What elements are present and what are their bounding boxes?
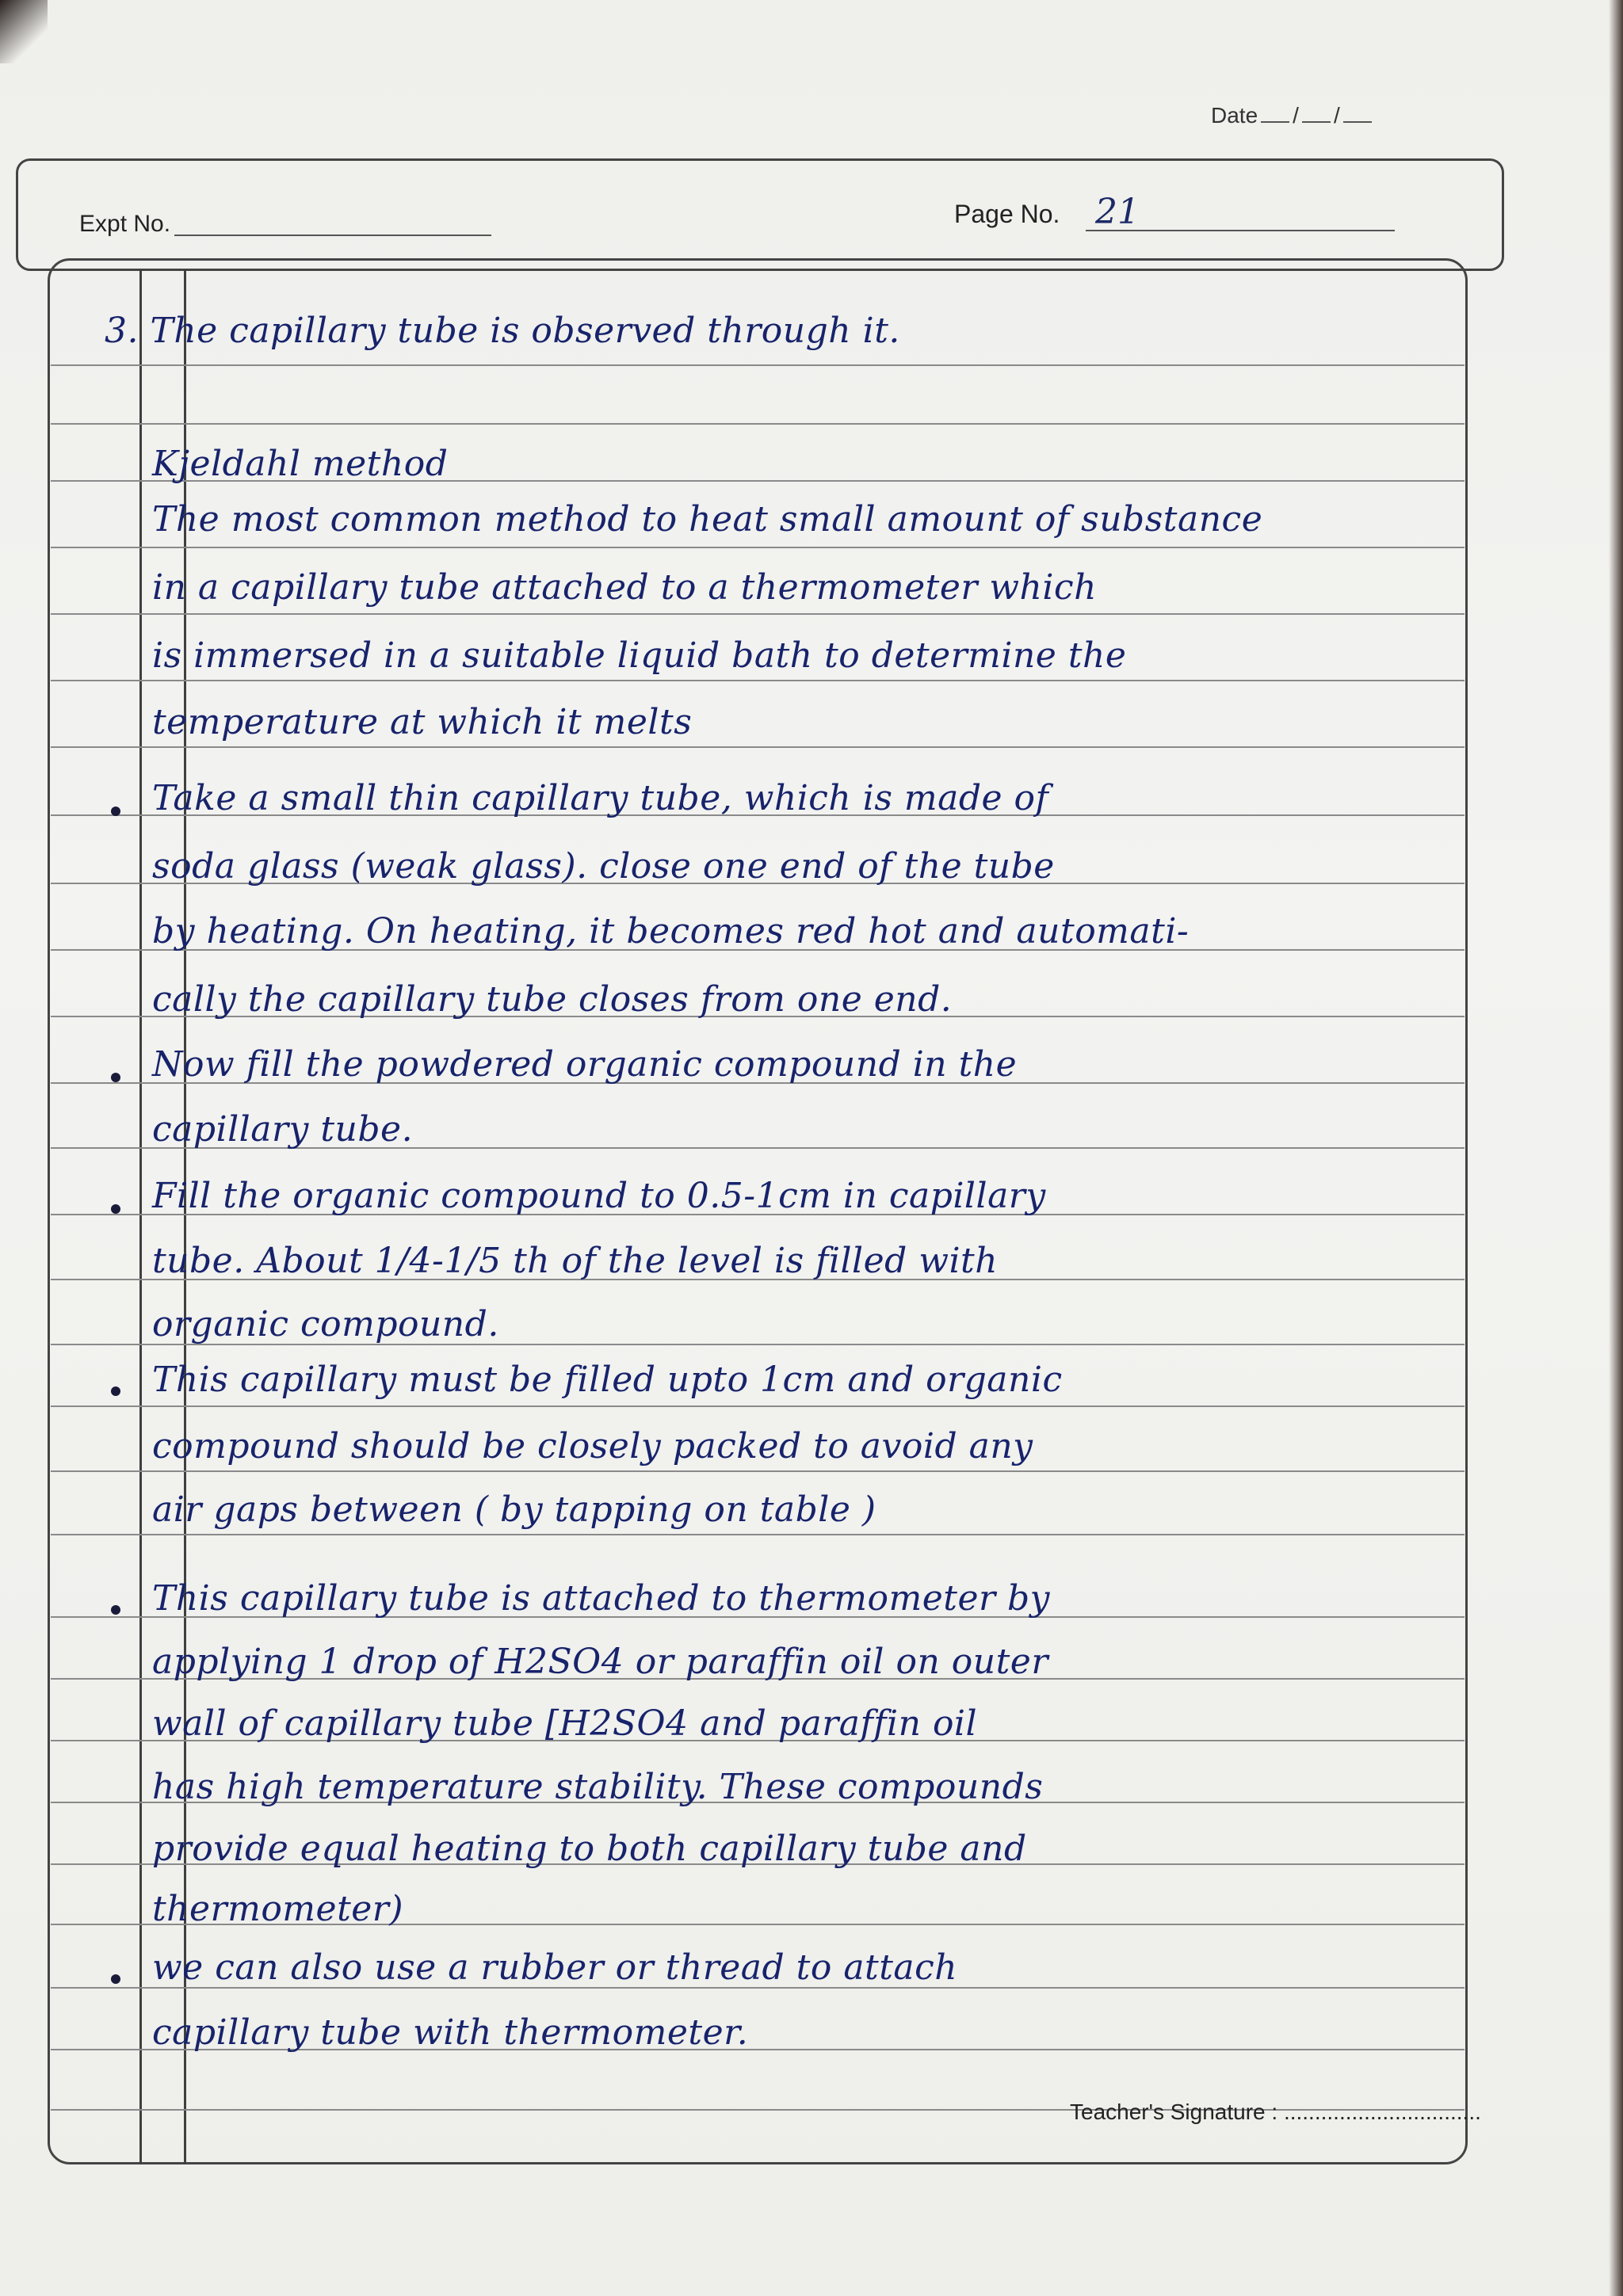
handwritten-line: in a capillary tube attached to a thermometer which — [152, 567, 1097, 608]
handwritten-line: provide equal heating to both capillary tube and — [152, 1829, 1027, 1869]
shadow-corner — [0, 0, 48, 63]
bullet-icon — [111, 1204, 120, 1214]
handwritten-line: 3. The capillary tube is observed through it. — [105, 311, 900, 351]
ruled-line — [51, 613, 1465, 615]
handwritten-line: is immersed in a suitable liquid bath to determine the — [152, 635, 1127, 676]
expt-underline — [174, 235, 491, 236]
handwritten-line: The most common method to heat small amount of substance — [152, 499, 1263, 540]
page-underline — [1086, 230, 1395, 231]
handwritten-line: thermometer) — [152, 1889, 403, 1929]
bullet-icon — [111, 1605, 120, 1615]
handwritten-line: This capillary must be filled upto 1cm and organic — [152, 1360, 1063, 1400]
handwritten-line: Now fill the powdered organic compound in the — [152, 1044, 1018, 1085]
ruled-line — [51, 1405, 1465, 1407]
handwritten-line: compound should be closely packed to avoid any — [152, 1426, 1033, 1466]
page-label: Page No. — [954, 200, 1060, 228]
ruled-line — [51, 1534, 1465, 1535]
handwritten-line: capillary tube. — [152, 1109, 414, 1150]
handwritten-line: by heating. On heating, it becomes red hot and automati- — [152, 911, 1190, 952]
handwritten-line: cally the capillary tube closes from one end. — [152, 979, 953, 1020]
ruled-line — [51, 1470, 1465, 1472]
page-number: 21 — [1095, 192, 1140, 232]
section-heading: Kjeldahl method — [152, 444, 449, 484]
expt-label: Expt No. — [79, 211, 171, 237]
date-sep: / — [1293, 103, 1299, 128]
ruled-line — [51, 680, 1465, 681]
header-box — [16, 158, 1504, 271]
handwritten-line: tube. About 1/4-1/5 th of the level is filled with — [152, 1241, 999, 1281]
handwritten-line: organic compound. — [152, 1304, 499, 1344]
date-field — [1211, 103, 1375, 128]
ruled-line — [51, 547, 1465, 548]
bullet-icon — [111, 1974, 120, 1984]
handwritten-line: has high temperature stability. These compounds — [152, 1767, 1044, 1807]
date-sep: / — [1333, 103, 1340, 128]
handwritten-line: temperature at which it melts — [152, 702, 693, 742]
handwritten-line: soda glass (weak glass). close one end of the tube — [152, 846, 1055, 887]
handwritten-line: Fill the organic compound to 0.5-1cm in capillary — [152, 1176, 1046, 1216]
ruled-line — [51, 364, 1465, 366]
handwritten-line: capillary tube with thermometer. — [152, 2012, 749, 2053]
margin-line — [139, 269, 142, 2164]
teacher-signature-label: Teacher's Signature : ................................ — [1070, 2100, 1481, 2124]
bullet-icon — [111, 1073, 120, 1082]
handwritten-line: wall of capillary tube [H2SO4 and paraffin oil — [152, 1703, 978, 1744]
handwritten-line: air gaps between ( by tapping on table ) — [152, 1489, 876, 1530]
handwritten-line: This capillary tube is attached to thermometer by — [152, 1578, 1051, 1619]
ruled-line — [51, 423, 1465, 425]
margin-line — [184, 269, 186, 2164]
handwritten-line: applying 1 drop of H2SO4 or paraffin oil on outer — [152, 1642, 1048, 1682]
bullet-icon — [111, 807, 120, 816]
handwritten-line: we can also use a rubber or thread to attach — [152, 1947, 958, 1988]
bullet-icon — [111, 1386, 120, 1396]
ruled-line — [51, 746, 1465, 748]
shadow-edge — [1609, 0, 1623, 2296]
date-label: Date — [1211, 103, 1258, 128]
handwritten-line: Take a small thin capillary tube, which is made of — [152, 778, 1049, 818]
